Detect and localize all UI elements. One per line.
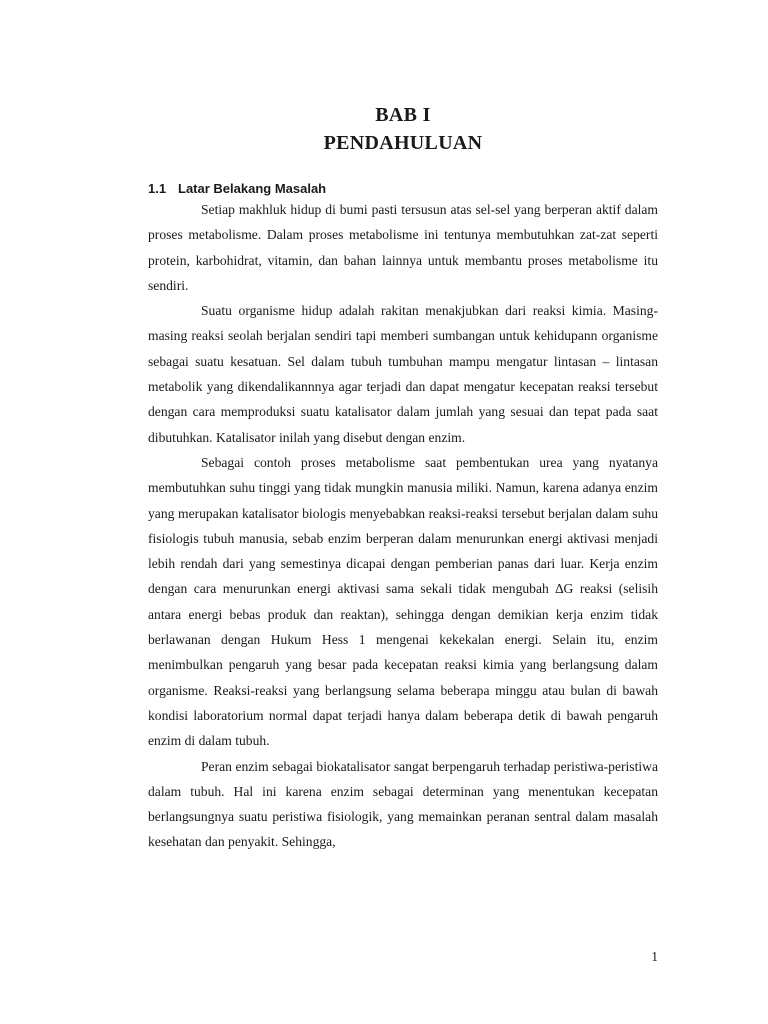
page-number: 1 [651, 949, 658, 964]
section-heading [148, 179, 326, 199]
chapter-label: BAB I [375, 104, 431, 126]
paragraph: Setiap makhluk hidup di bumi pasti tersusun atas sel-sel yang berperan aktif dalam proses metabolisme. Dalam proses metabolisme ini tentunya membutuhkan zat-zat seperti protein, karbohidrat, vitamin, dan bahan lainnya untuk membantu proses metabolisme itu sendiri. [148, 202, 658, 293]
chapter-heading [148, 101, 658, 157]
paragraph: Peran enzim sebagai biokatalisator sangat berpengaruh terhadap peristiwa-peristiwa dalam tubuh. Hal ini karena enzim sebagai determinan yang menentukan kecepatan berlangsungnya suatu peristiwa fisiologik, yang memainkan peranan sentral dalam masalah kesehatan dan penyakit. Sehingga, [148, 758, 658, 850]
paragraph: Suatu organisme hidup adalah rakitan menakjubkan dari reaksi kimia. Masing-masing reaksi seolah berjalan sendiri tapi memberi sumbangan untuk kehidupann organisme sebagai suatu kesatuan. Sel dalam tubuh tumbuhan mampu mengatur lintasan – lintasan metabolik yang dikendalikannnya agar terjadi dan dapat mengatur kecepatan reaksi tersebut dengan cara memproduksi suatu katalisator dalam jumlah yang sesuai dan tepat pada saat dibutuhkan. Katalisator inilah yang disebut dengan enzim. [148, 303, 658, 445]
chapter-title: PENDAHULUAN [323, 132, 483, 154]
body-text [148, 197, 658, 855]
section-title: Latar Belakang Masalah [178, 181, 327, 196]
paragraph: Sebagai contoh proses metabolisme saat pembentukan urea yang nyatanya membutuhkan suhu tinggi yang tidak mungkin manusia miliki. Namun, karena adanya enzim yang merupakan katalisator biologis menyebabkan reaksi-reaksi tersebut berjalan dalam suhu fisiologis tubuh manusia, sebab enzim berperan dalam menurunkan energi aktivasi menjadi lebih rendah dari yang semestinya dicapai dengan pemberian panas dari luar. Kerja enzim dengan cara menurunkan energi aktivasi sama sekali tidak mengubah ∆G reaksi (selisih antara energi bebas produk dan reaktan), sehingga dengan demikian kerja enzim tidak berlawanan dengan Hukum Hess 1 mengenai kekekalan energi. Selain itu, enzim menimbulkan pengaruh yang besar pada kecepatan reaksi kimia yang berlangsung dalam organisme. Reaksi-reaksi yang berlangsung selama beberapa minggu atau bulan di bawah kondisi laboratorium normal dapat terjadi hanya dalam beberapa detik di bawah pengaruh enzim di dalam tubuh. [148, 454, 658, 749]
section-number: 1.1 [148, 181, 167, 196]
